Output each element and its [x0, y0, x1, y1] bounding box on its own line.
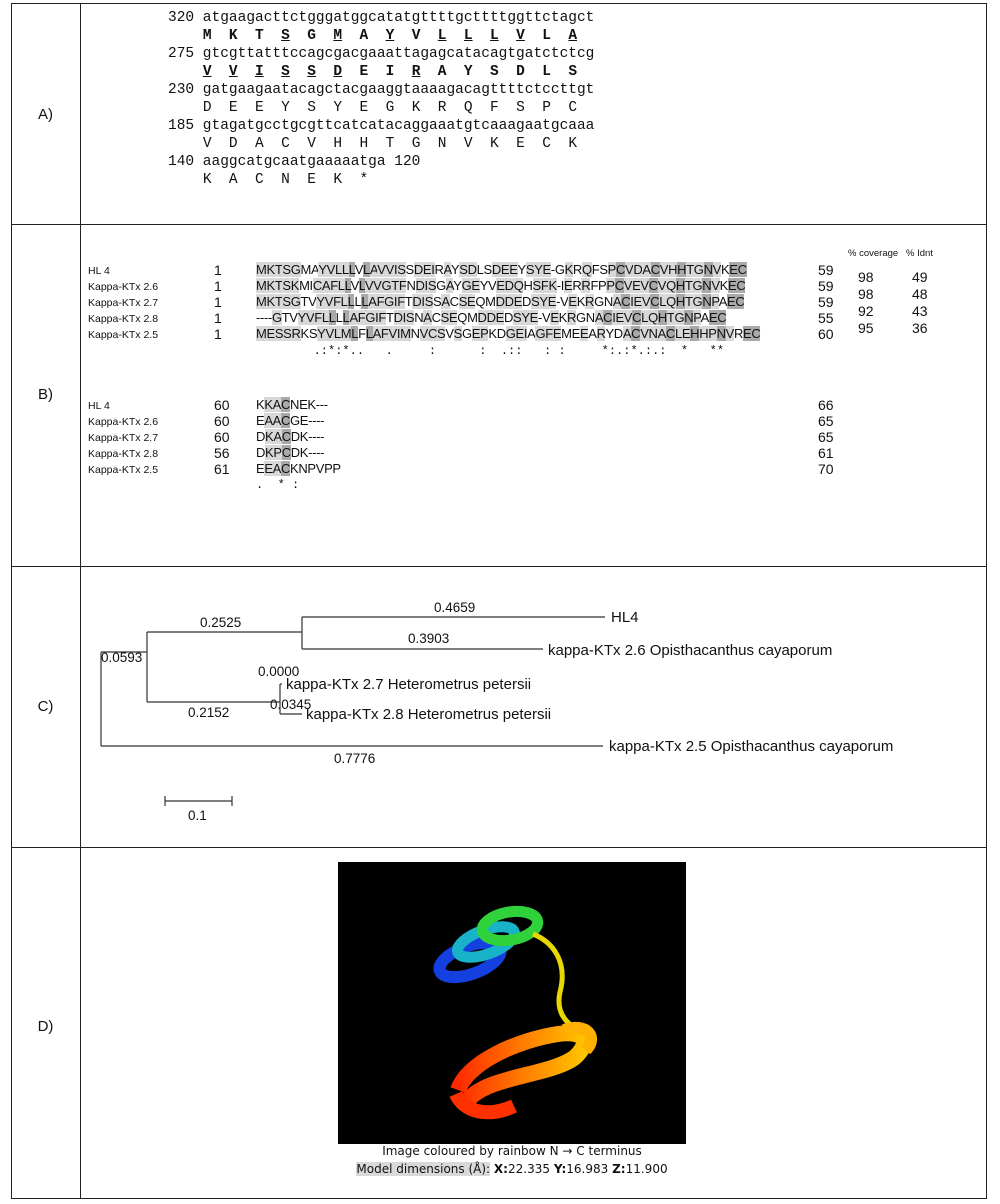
amino-acid-line: M K T S G M A Y V L L L V L A	[202, 28, 578, 44]
alignment-sequence: DKACDK----	[256, 429, 325, 444]
nucleotide-line: 275 gtcgttatttccagcgacgaaattagagcatacagtgatctctcg	[168, 46, 595, 62]
alignment-sequence-name: Kappa-KTx 2.5	[88, 464, 159, 476]
alignment-sequence: MKTSGMAYVLLLVLAVVISSDEIRAYSDLSDEEYSYE-GKRQFSPCVDACVHHTGNVKEC	[256, 262, 747, 277]
identity-value: 48	[912, 286, 928, 302]
amino-acid-line: K A C N E K *	[202, 172, 369, 188]
alignment-end-position: 70	[818, 461, 834, 477]
alignment-sequence-name: HL 4	[88, 265, 110, 277]
taxon-k25: kappa-KTx 2.5 Opisthacanthus cayaporum	[609, 738, 894, 755]
alignment-start-position: 1	[214, 278, 222, 294]
alignment-sequence-name: Kappa-KTx 2.6	[88, 281, 159, 293]
alignment-start-position: 1	[214, 326, 222, 342]
model-dimensions	[338, 1162, 686, 1176]
consensus-line: . * :	[256, 478, 300, 492]
identity-header: % Idnt	[906, 248, 933, 259]
alignment-start-position: 1	[214, 294, 222, 310]
protein-model-image	[338, 862, 686, 1144]
branch-length-k26: 0.3903	[408, 631, 450, 646]
alignment-sequence-name: Kappa-KTx 2.7	[88, 297, 159, 309]
alignment-sequence-name: Kappa-KTx 2.8	[88, 313, 159, 325]
ribbon-structure	[338, 862, 686, 1144]
coverage-value: 98	[858, 269, 874, 285]
alignment-sequence: KKACNEK---	[256, 397, 328, 412]
branch-length-root-top: 0.0593	[101, 650, 143, 665]
alignment-sequence: MKTSKMICAFLLVLVVGTFNDISGAYGEYVEDQHSFK-IERRFPPCVEVCVQHTGNVKEC	[256, 278, 746, 293]
consensus-line: .:*:*.. . : : .:: : : *:.:*.:.: * **	[256, 344, 725, 358]
alignment-end-position: 65	[818, 429, 834, 445]
y-value: 16.983	[566, 1162, 609, 1176]
amino-acid-line: D E E Y S Y E G K R Q F S P C	[202, 100, 578, 116]
alignment-sequence: ----GTVYVFLLLLAFGIFTDISNACSEQMDDEDSYE-VEKRGNACIEVCLQHTGNPAEC	[256, 310, 727, 325]
x-value: 22.335	[507, 1162, 550, 1176]
branch-length-hl4: 0.4659	[434, 600, 476, 615]
amino-acid-line: V V I S S D E I R A Y S D L S	[202, 64, 578, 80]
amino-acid-line: V D A C V H H T G N V K E C K	[202, 136, 578, 152]
alignment-end-position: 65	[818, 413, 834, 429]
y-label: Y:	[553, 1162, 567, 1176]
panel-d-label: D)	[37, 1018, 54, 1035]
alignment-sequence-name: Kappa-KTx 2.5	[88, 329, 159, 341]
nucleotide-line: 320 atgaagacttctgggatggcatatgttttgcttttggttctagct	[168, 10, 595, 26]
alignment-sequence-name: Kappa-KTx 2.7	[88, 432, 159, 444]
alignment-sequence-name: Kappa-KTx 2.8	[88, 448, 159, 460]
z-label: Z:	[612, 1162, 626, 1176]
coverage-header: % coverage	[848, 248, 899, 259]
branch-length-k25: 0.7776	[334, 751, 376, 766]
taxon-k27: kappa-KTx 2.7 Heterometrus petersii	[286, 676, 532, 693]
nucleotide-line: 185 gtagatgcctgcgttcatcatacaggaaatgtcaaagaatgcaaa	[168, 118, 595, 134]
alignment-sequence: DKPCDK----	[256, 445, 325, 460]
nucleotide-line: 230 gatgaagaatacagctacgaaggtaaaagacagttttctccttgt	[168, 82, 595, 98]
alignment-end-position: 61	[818, 445, 834, 461]
branch-length-k27: 0.0000	[258, 664, 300, 679]
branch-length-k28: 0.0345	[270, 697, 312, 712]
coverage-value: 98	[858, 286, 874, 302]
alignment-start-position: 1	[214, 262, 222, 278]
identity-value: 49	[912, 269, 928, 285]
identity-value: 36	[912, 320, 928, 336]
alignment-end-position: 60	[818, 326, 834, 342]
alignment-start-position: 60	[214, 429, 230, 445]
branch-length-inner-bottom: 0.2152	[188, 705, 230, 720]
alignment-sequence: EAACGE----	[256, 413, 325, 428]
taxon-k26: kappa-KTx 2.6 Opisthacanthus cayaporum	[548, 642, 833, 659]
taxon-k28: kappa-KTx 2.8 Heterometrus petersii	[306, 706, 552, 723]
alignment-end-position: 66	[818, 397, 834, 413]
scale-bar-label: 0.1	[188, 808, 207, 823]
alignment-start-position: 1	[214, 310, 222, 326]
panel-a-label: A)	[38, 106, 53, 123]
alignment-sequence: EEACKNPVPP	[256, 461, 341, 476]
x-label: X:	[493, 1162, 508, 1176]
alignment-end-position: 59	[818, 294, 834, 310]
model-caption: Image coloured by rainbow N → C terminus	[382, 1144, 642, 1158]
alignment-start-position: 60	[214, 413, 230, 429]
taxon-hl4: HL4	[611, 609, 639, 626]
alignment-end-position: 59	[818, 278, 834, 294]
z-value: 11.900	[625, 1162, 668, 1176]
model-dimensions-label: Model dimensions (Å):	[356, 1162, 491, 1176]
alignment-end-position: 59	[818, 262, 834, 278]
coverage-value: 92	[858, 303, 874, 319]
alignment-end-position: 55	[818, 310, 834, 326]
alignment-start-position: 60	[214, 397, 230, 413]
alignment-start-position: 56	[214, 445, 230, 461]
alignment-sequence: MKTSGTVYVFLLLLAFGIFTDISSACSEQMDDEDSYE-VEKRGNACIEVCLQHTGNPAEC	[256, 294, 745, 309]
nucleotide-line: 140 aaggcatgcaatgaaaaatga 120	[168, 154, 421, 170]
alignment-sequence-name: Kappa-KTx 2.6	[88, 416, 159, 428]
alignment-start-position: 61	[214, 461, 230, 477]
identity-value: 43	[912, 303, 928, 319]
panel-b-label: B)	[38, 386, 53, 403]
branch-length-inner-top: 0.2525	[200, 615, 242, 630]
alignment-sequence: MESSRKSYVLMLFLAFVIMNVCSVSGEPKDGEIAGFEMEEARYDACVNACLEHHPNVREC	[256, 326, 761, 341]
panel-c-label: C)	[37, 698, 54, 715]
coverage-value: 95	[858, 320, 874, 336]
alignment-sequence-name: HL 4	[88, 400, 110, 412]
